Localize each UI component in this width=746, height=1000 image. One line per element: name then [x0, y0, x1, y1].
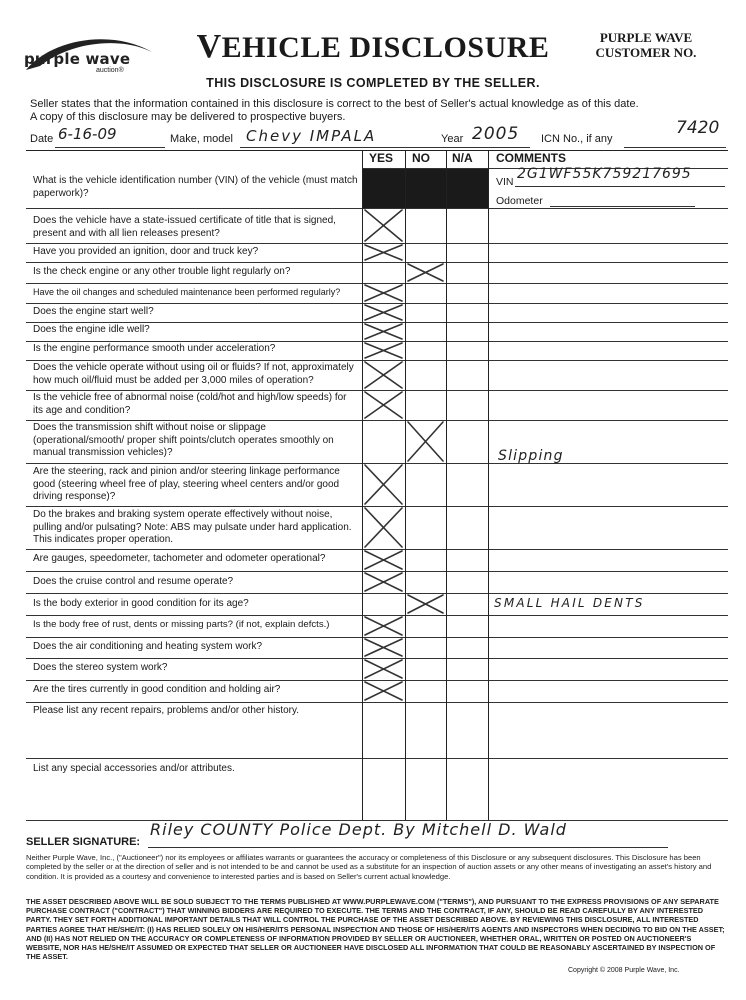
question-accessories: List any special accessories and/or attributes. — [33, 763, 235, 774]
vin-value[interactable]: 2G1WF55K759217695 — [517, 166, 692, 182]
column-comments: COMMENTS — [496, 151, 566, 165]
question-engine-idle: Does the engine idle well? — [33, 324, 150, 335]
answer-mark-yes — [365, 508, 402, 547]
seller-signature-value[interactable]: Riley COUNTY Police Dept. By Mitchell D. Wald — [150, 820, 567, 839]
column-na: N/A — [452, 151, 473, 165]
question-noise: Is the vehicle free of abnormal noise (cold/hot and high/low speeds) for its age and condition? — [33, 392, 347, 416]
disclaimer-text: Neither Purple Wave, Inc., ("Auctioneer") nor its employees or affiliates warrants or guarantees the accuracy or completeness of this Disclosure or any subsequent disclosures. This Disclosure has been completed by the seller or at the direction of seller and is not intended to be and cannot be used as a substitute for an inspection of auction assets or any other means of investigating an asset's history and condition. It is provided as a courtesy and convenience to interested parties and is based on Seller's current actual knowledge. — [26, 853, 712, 881]
answer-mark-yes — [365, 465, 402, 504]
answer-mark-yes — [365, 682, 402, 700]
question-gauges: Are gauges, speedometer, tachometer and odometer operational? — [33, 553, 326, 564]
question-title: Does the vehicle have a state-issued certificate of title that is signed, present and with all lien releases present? — [33, 215, 336, 239]
copyright: Copyright © 2008 Purple Wave, Inc. — [568, 967, 680, 974]
make-model-value[interactable]: Chevy IMPALA — [246, 127, 377, 145]
question-steering: Are the steering, rack and pinion and/or steering linkage performance good (steering wheel free of play, steering wheel centers and/or good driving response)? — [33, 466, 340, 502]
customer-number-line1: PURPLE WAVE — [599, 30, 693, 45]
year-value[interactable]: 2005 — [472, 124, 520, 144]
comment-body-exterior[interactable]: SMALL HAIL DENTS — [494, 596, 645, 610]
question-keys: Have you provided an ignition, door and truck key? — [33, 246, 259, 257]
answer-mark-yes — [365, 392, 402, 418]
question-check-engine: Is the check engine or any other trouble light regularly on? — [33, 266, 291, 277]
question-oil-fluids: Does the vehicle operate without using oil or fluids? If not, approximately how much oil/fluid must be added per 3,000 miles of operation? — [33, 362, 354, 386]
answer-mark-yes — [365, 305, 402, 320]
answer-mark-yes — [365, 639, 402, 656]
answer-mark-yes — [365, 245, 402, 260]
logo-subtext: auction® — [96, 67, 124, 74]
question-oil-changes: Have the oil changes and scheduled maintenance been performed regularly? — [33, 287, 341, 297]
answer-mark-no — [408, 264, 443, 281]
seller-signature-label: SELLER SIGNATURE: — [26, 836, 141, 848]
answer-mark-no — [408, 595, 443, 613]
question-vin: What is the vehicle identification number (VIN) of the vehicle (must match paperwork)? — [33, 175, 358, 199]
answer-mark-yes — [365, 660, 402, 678]
completed-by-seller: THIS DISCLOSURE IS COMPLETED BY THE SELLER. — [206, 76, 540, 90]
vin-label: VIN — [496, 176, 514, 188]
make-model-label: Make, model — [170, 133, 233, 145]
question-brakes: Do the brakes and braking system operate effectively without noise, pulling and/or pulsating? Note: ABS may pulsate under hard application. This indicates proper operation. — [33, 509, 352, 545]
answer-mark-yes — [365, 362, 402, 388]
date-label: Date — [30, 133, 54, 145]
answer-mark-yes — [365, 551, 402, 569]
answer-mark-yes — [365, 343, 402, 358]
answer-mark-yes — [365, 617, 402, 635]
statement-line-2: A copy of this disclosure may be delivered to prospective buyers. — [30, 111, 346, 123]
customer-number-line2: CUSTOMER NO. — [595, 45, 697, 60]
question-air-conditioning: Does the air conditioning and heating system work? — [33, 641, 263, 652]
answer-mark-yes — [365, 324, 402, 339]
logo-text: purple wave — [24, 50, 131, 68]
answer-mark-yes — [365, 210, 402, 241]
year-label: Year — [441, 133, 464, 145]
question-tires: Are the tires currently in good condition and holding air? — [33, 684, 281, 695]
title-initial: V — [196, 28, 222, 65]
question-body-rust: Is the body free of rust, dents or missing parts? (if not, explain defcts.) — [33, 619, 330, 630]
statement-line-1: Seller states that the information contained in this disclosure is correct to the best of Seller's actual knowledge as of this date. — [30, 98, 639, 110]
question-engine-start: Does the engine start well? — [33, 306, 154, 317]
comment-transmission[interactable]: Slipping — [498, 448, 564, 464]
question-engine-performance: Is the engine performance smooth under acceleration? — [33, 343, 276, 354]
column-no: NO — [412, 151, 430, 165]
column-yes: YES — [369, 151, 394, 165]
question-transmission: Does the transmission shift without noise or slippage (operational/smooth/ proper shift points/clutch operates smoothly on manual transmission vehicles)? — [33, 422, 334, 458]
question-stereo: Does the stereo system work? — [33, 662, 168, 673]
title-rest: EHICLE DISCLOSURE — [221, 31, 550, 64]
answer-mark-yes — [365, 285, 402, 301]
date-value[interactable]: 6-16-09 — [58, 125, 117, 143]
question-cruise-control: Does the cruise control and resume operate? — [33, 576, 234, 587]
answer-mark-no — [408, 422, 443, 461]
terms-text: THE ASSET DESCRIBED ABOVE WILL BE SOLD SUBJECT TO THE TERMS PUBLISHED AT WWW.PURPLEWAVE.COM ("TERMS"), AND PURSUANT TO THE EXPRESS PROVISIONS OF ANY SEPARATE PURCHASE CONTRACT ("CONTRACT") THAT WINNING BIDDERS ARE REQUIRED TO EXECUTE. THE TERMS AND THE CONTRACT, IF ANY, SHOULD BE READ CAREFULLY BY ANY INTERESTED PARTY. THEY SET FORTH ADDITIONAL IMPORTANT DETAILS THAT WILL CONTROL THE PURCHASE OF THE ASSET DESCRIBED ABOVE. BY REVIEWING THIS DISCLOSURE, ALL INTERESTED PARTIES AGREE THAT HE/SHE/IT: (I) HAS RELIED SOLELY ON HIS/HER/ITS PERSONAL INSPECTION AND THOSE OF HIS/HER/ITS AGENTS AND INSPECTORS WHEN DECIDING TO BID ON THE ASSET; AND (II) HAS NOT RELIED ON THE ACCURACY OR COMPLETENESS OF INFORMATION PROVIDED BY SELLER OR AUCTIONEER, WHETHER ORAL, WRITTEN OR POSTED ON AUCTIONEER'S WEBSITE, NOR HAS HE/SHE/IT ASSUMED OR EXPECTED THAT SELLER OR AUCTIONEER HAVE DISCLOSED ALL INFORMATION THAT COULD BE REASONABLY ASCERTAINED BY INSPECTION OF THE ASSET. — [26, 897, 725, 962]
icn-label: ICN No., if any — [541, 133, 613, 145]
question-body-exterior: Is the body exterior in good condition for its age? — [33, 598, 249, 609]
odometer-label: Odometer — [496, 195, 543, 207]
icn-value[interactable]: 7420 — [676, 118, 720, 138]
question-recent-repairs: Please list any recent repairs, problems and/or other history. — [33, 705, 300, 716]
answer-mark-yes — [365, 573, 402, 591]
